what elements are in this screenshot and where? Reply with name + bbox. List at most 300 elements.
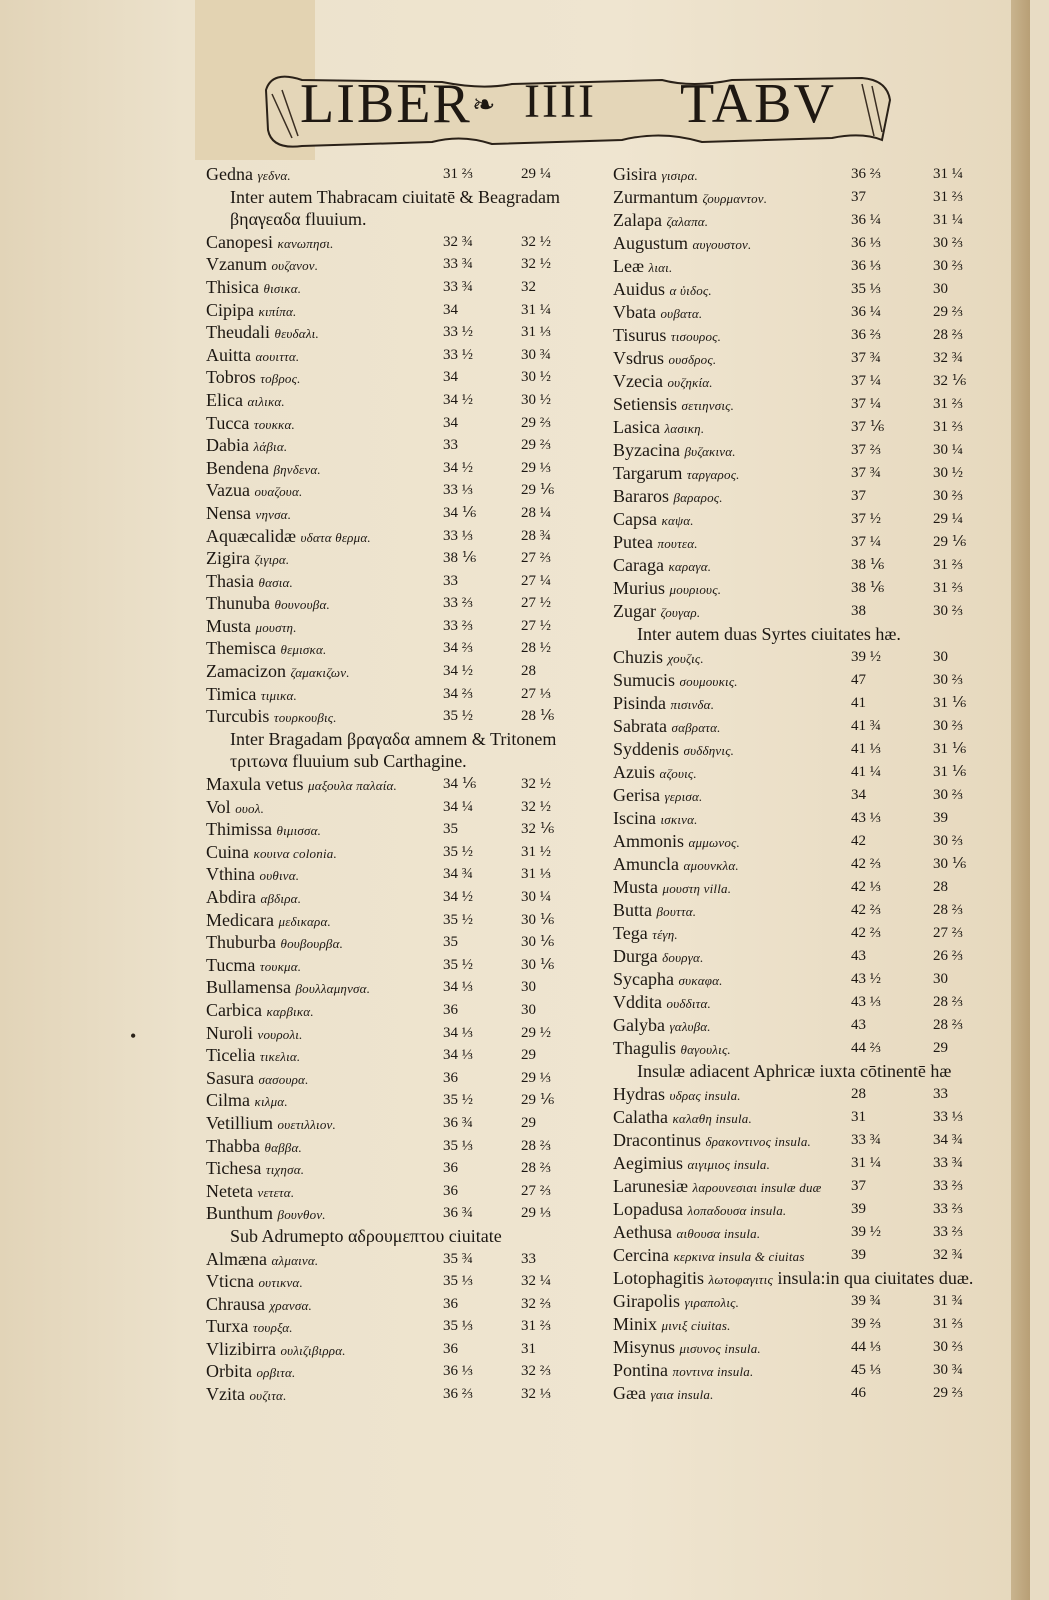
- table-row: [613, 738, 1013, 761]
- place-entry: [206, 253, 318, 278]
- latitude-value: 28 ¼: [521, 504, 551, 521]
- greek-name: καραγα.: [668, 559, 712, 574]
- longitude-value: 36 ⅓: [851, 258, 881, 274]
- longitude-value: 36 ⅔: [851, 166, 881, 182]
- place-entry: [613, 1152, 770, 1176]
- place-entry: [206, 637, 326, 662]
- latitude-value: 27 ⅓: [521, 685, 551, 702]
- place-name: Bunthum: [206, 1203, 274, 1224]
- place-name: Vticna: [206, 1271, 254, 1292]
- greek-name: γερισα.: [664, 789, 703, 804]
- greek-name: ουζηκία.: [667, 375, 713, 390]
- place-entry: [613, 255, 672, 279]
- greek-name: δρακοντινος insula.: [705, 1134, 811, 1149]
- latitude-value: 30: [933, 649, 948, 665]
- place-name: Thabba: [206, 1135, 260, 1156]
- place-name: Timica: [206, 683, 257, 704]
- longitude-value: 36: [443, 1001, 458, 1018]
- table-row: [206, 1089, 606, 1112]
- greek-name: ζουγαρ.: [660, 605, 701, 620]
- table-row: [613, 853, 1013, 876]
- place-name: Nuroli: [206, 1022, 253, 1043]
- latitude-value: 30: [933, 281, 948, 297]
- latitude-value: 29: [521, 1114, 536, 1131]
- table-row: [206, 1044, 606, 1067]
- greek-name: λαρουνεσιαι insulæ duæ: [692, 1180, 822, 1195]
- table-row: [613, 1152, 1013, 1175]
- table-row: [613, 1198, 1013, 1221]
- longitude-value: 32 ¾: [443, 233, 473, 250]
- greek-name: ουβατα.: [660, 306, 703, 321]
- latitude-value: 30 ¼: [933, 442, 963, 458]
- table-row: [613, 301, 1013, 324]
- greek-name: τουκκα.: [253, 416, 295, 432]
- section-heading: Insulæ adiacent Aphricæ iuxta cōtinentē hæ: [637, 1061, 952, 1081]
- latitude-value: 29 ⅔: [933, 1385, 963, 1401]
- latitude-value: 28 ⅔: [933, 902, 963, 918]
- place-name: Pontina: [613, 1360, 669, 1380]
- greek-name: ζουρμαντον.: [702, 191, 768, 206]
- latitude-value: 28 ⅔: [933, 1017, 963, 1033]
- section-heading: Inter autem duas Syrtes ciuitates hæ.: [637, 624, 901, 644]
- table-row: [613, 186, 1013, 209]
- table-row: [206, 773, 606, 796]
- place-entry: [613, 784, 702, 808]
- place-entry: [613, 1175, 822, 1199]
- longitude-value: 34 ½: [443, 391, 473, 408]
- place-name: Theudali: [206, 322, 270, 343]
- latitude-value: 29 ⅓: [521, 1069, 551, 1086]
- greek-name: αλμαινα.: [271, 1252, 319, 1268]
- place-entry: [206, 909, 331, 934]
- place-entry: [206, 976, 370, 1001]
- longitude-value: 37 ¾: [851, 465, 881, 481]
- longitude-value: 35 ½: [443, 708, 473, 725]
- latitude-value: 31: [521, 1340, 536, 1357]
- place-name: Tobros: [206, 367, 256, 388]
- longitude-value: 36: [443, 1182, 458, 1199]
- place-name: Canopesi: [206, 231, 273, 252]
- table-row: [613, 1359, 1013, 1382]
- latitude-value: 29 ¼: [933, 511, 963, 527]
- longitude-value: 35: [443, 821, 458, 838]
- table-row: [613, 830, 1013, 853]
- longitude-value: 41 ⅓: [851, 741, 881, 757]
- table-row: [613, 370, 1013, 393]
- place-entry: [613, 669, 738, 693]
- place-entry: [613, 393, 734, 417]
- table-row: [613, 393, 1013, 416]
- latitude-value: 31 ⅔: [933, 1316, 963, 1332]
- place-name: Sasura: [206, 1067, 254, 1088]
- greek-name: συδδηνις.: [683, 743, 735, 758]
- table-row: [206, 1067, 606, 1090]
- greek-name: βαραρος.: [673, 490, 723, 505]
- table-row: [206, 1248, 606, 1271]
- greek-name: τικελια.: [259, 1049, 301, 1065]
- table-row: [206, 841, 606, 864]
- table-row: [206, 570, 606, 593]
- place-entry: [613, 508, 694, 532]
- greek-name: τουρκουβις.: [273, 710, 337, 726]
- greek-name: βουλλαμηνσα.: [295, 981, 371, 997]
- greek-name: θιμισσα.: [276, 823, 322, 839]
- place-entry: [613, 715, 721, 739]
- table-row: [613, 163, 1013, 186]
- place-name: Amuncla: [613, 854, 679, 874]
- place-name: Vbata: [613, 302, 656, 322]
- table-row: [206, 1022, 606, 1045]
- place-entry: [613, 738, 734, 762]
- table-row: [206, 1157, 606, 1180]
- place-name: Tucca: [206, 412, 250, 433]
- table-row: [206, 999, 606, 1022]
- greek-name: σουμουκις.: [679, 674, 738, 689]
- greek-name: λωτοφαγιτις: [708, 1272, 773, 1287]
- table-row: [206, 1338, 606, 1361]
- place-name: Vazua: [206, 480, 250, 501]
- greek-name: μουστη.: [255, 619, 297, 635]
- place-name: Zigira: [206, 548, 250, 569]
- longitude-value: 36 ¾: [443, 1205, 473, 1222]
- longitude-value: 39 ½: [851, 649, 881, 665]
- banner-word-liber: LIBER: [300, 73, 472, 135]
- greek-name: λασικη.: [664, 421, 705, 436]
- place-entry: [613, 439, 736, 463]
- place-name: Abdira: [206, 887, 256, 907]
- table-row: [613, 1313, 1013, 1336]
- greek-name: μινιξ ciuitas.: [661, 1318, 731, 1333]
- place-name: Galyba: [613, 1015, 665, 1035]
- greek-name: σαβρατα.: [671, 720, 721, 735]
- greek-name: ουσδρος.: [668, 352, 717, 367]
- table-row: [206, 592, 606, 615]
- place-name: Ticelia: [206, 1045, 256, 1066]
- table-row: [613, 761, 1013, 784]
- place-entry: [613, 209, 708, 233]
- latitude-value: 32 ½: [521, 776, 551, 793]
- place-name: Vzita: [206, 1384, 245, 1405]
- latitude-value: 30: [933, 971, 948, 987]
- latitude-value: 32 ¾: [933, 350, 963, 366]
- right-column: [613, 163, 1013, 1405]
- latitude-value: 28 ⅔: [521, 1137, 551, 1154]
- place-name: Girapolis: [613, 1291, 680, 1311]
- ink-mark: •: [130, 1026, 137, 1046]
- greek-name: ουαζουα.: [254, 484, 303, 500]
- longitude-value: 36 ¼: [851, 212, 881, 228]
- latitude-value: 29 ⅓: [521, 1205, 551, 1222]
- longitude-value: 44 ⅔: [851, 1040, 881, 1056]
- longitude-value: 31 ⅔: [443, 166, 473, 182]
- greek-name: αυγουστον.: [692, 237, 752, 252]
- table-row: [206, 1293, 606, 1316]
- latitude-value: 32 ½: [521, 256, 551, 273]
- table-row: [613, 784, 1013, 807]
- greek-name: ουλιζιβιρρα.: [280, 1342, 346, 1358]
- place-name: Cuina: [206, 841, 249, 862]
- place-name: Tega: [613, 923, 648, 943]
- place-name: Hydras: [613, 1084, 665, 1104]
- longitude-value: 43 ⅓: [851, 810, 881, 826]
- place-entry: [206, 412, 295, 437]
- longitude-value: 34: [443, 414, 458, 431]
- place-name: Thagulis: [613, 1038, 676, 1058]
- latitude-value: 31 ¾: [933, 1293, 963, 1309]
- table-row: [613, 1290, 1013, 1313]
- place-name: Tucma: [206, 954, 256, 975]
- greek-name: τισουρος.: [670, 329, 722, 344]
- place-entry: [206, 1089, 288, 1114]
- greek-name: ορβιτα.: [256, 1365, 296, 1381]
- place-entry: [613, 1359, 753, 1383]
- latitude-value: 29: [933, 1040, 948, 1056]
- place-name: Iscina: [613, 808, 656, 828]
- table-row: [206, 886, 606, 909]
- longitude-value: 34 ⅓: [443, 1047, 473, 1064]
- greek-name: θαββα.: [264, 1139, 302, 1155]
- place-name: Byzacina: [613, 440, 680, 460]
- table-row: [206, 457, 606, 480]
- place-name: Aethusa: [613, 1222, 672, 1242]
- latitude-value: 26 ⅔: [933, 948, 963, 964]
- table-row: [613, 439, 1013, 462]
- place-entry: [613, 1014, 711, 1038]
- latitude-value: 31 ⅔: [933, 557, 963, 573]
- greek-name: αμμωνος.: [688, 835, 740, 850]
- greek-name: λιαι.: [648, 260, 673, 275]
- latitude-value: 32 ⅙: [933, 373, 967, 389]
- table-row: [206, 1135, 606, 1158]
- table-row: [613, 945, 1013, 968]
- place-description: insula:in qua ciuitates duæ.: [777, 1268, 974, 1288]
- place-entry: [206, 1135, 302, 1160]
- place-entry: [206, 931, 343, 956]
- longitude-value: 39: [851, 1201, 866, 1217]
- place-name: Lasica: [613, 417, 660, 437]
- longitude-value: 37 ½: [851, 511, 881, 527]
- greek-name: ουετιλλιον.: [277, 1116, 336, 1132]
- place-name: Carbica: [206, 999, 262, 1020]
- place-name: Gedna: [206, 164, 253, 184]
- place-name: Gæa: [613, 1383, 646, 1403]
- longitude-value: 34 ⅙: [443, 776, 477, 793]
- longitude-value: 34 ⅓: [443, 979, 473, 996]
- latitude-value: 32 ¼: [521, 1273, 551, 1290]
- latitude-value: 30 ⅙: [933, 856, 967, 872]
- table-row: [206, 683, 606, 706]
- latitude-value: 28 ⅙: [521, 708, 555, 725]
- table-row: [206, 1270, 606, 1293]
- latitude-value: 31 ⅓: [521, 324, 551, 341]
- place-entry: [206, 525, 371, 550]
- longitude-value: 35 ⅓: [443, 1273, 473, 1290]
- place-name: Auitta: [206, 344, 251, 365]
- longitude-value: 36 ¾: [443, 1114, 473, 1131]
- latitude-value: 32 ⅔: [521, 1363, 551, 1380]
- longitude-value: 39 ¾: [851, 1293, 881, 1309]
- place-entry: [613, 554, 711, 578]
- place-name: Syddenis: [613, 739, 680, 759]
- greek-name: βουνθον.: [277, 1207, 326, 1223]
- longitude-value: 33: [443, 437, 458, 454]
- latitude-value: 33 ¾: [933, 1155, 963, 1171]
- table-row: [206, 1383, 606, 1406]
- latitude-value: 28: [521, 663, 536, 680]
- greek-name: γαια insula.: [650, 1387, 714, 1402]
- latitude-value: 31 ⅙: [933, 741, 967, 757]
- longitude-value: 36: [443, 1069, 458, 1086]
- latitude-value: 28: [933, 879, 948, 895]
- longitude-value: 38: [851, 603, 866, 619]
- latitude-value: 30 ⅔: [933, 258, 963, 274]
- greek-name: χρανσα.: [269, 1297, 312, 1313]
- table-row: [206, 1180, 606, 1203]
- latitude-value: 34 ¾: [933, 1132, 963, 1148]
- longitude-value: 38 ⅙: [851, 580, 885, 596]
- table-row: [206, 434, 606, 457]
- latitude-value: 27 ¼: [521, 572, 551, 589]
- place-entry: [613, 968, 723, 992]
- place-name: Vddita: [613, 992, 662, 1012]
- place-entry: [206, 1202, 326, 1227]
- longitude-value: 37: [851, 189, 866, 205]
- greek-name: α ὐιδος.: [669, 283, 712, 298]
- table-row: [613, 669, 1013, 692]
- place-entry: [206, 570, 293, 595]
- fleuron-icon: ❧: [472, 90, 496, 121]
- greek-name: ουτικνα.: [258, 1275, 303, 1291]
- place-name: Azuis: [613, 762, 655, 782]
- place-name: Vzecia: [613, 371, 663, 391]
- table-row: [613, 554, 1013, 577]
- greek-name: αιθουσα insula.: [676, 1226, 761, 1241]
- place-entry: [206, 366, 301, 391]
- latitude-value: 30 ⅙: [521, 934, 555, 951]
- table-row: [613, 508, 1013, 531]
- place-name: Medicara: [206, 909, 274, 930]
- place-entry: [613, 830, 740, 854]
- place-entry: [206, 592, 330, 617]
- longitude-value: 42 ⅔: [851, 856, 881, 872]
- place-name: Cercina: [613, 1245, 669, 1265]
- table-row: [613, 1106, 1013, 1129]
- greek-name: μεδικαρα.: [278, 913, 331, 929]
- table-row: [613, 347, 1013, 370]
- longitude-value: 37 ⅙: [851, 419, 885, 435]
- place-name: Almæna: [206, 1248, 267, 1269]
- banner-word-tabu: TABV: [680, 73, 836, 135]
- place-entry: [206, 502, 291, 527]
- place-entry: [206, 163, 291, 188]
- place-name: Elica: [206, 389, 243, 410]
- longitude-value: 37 ⅔: [851, 442, 881, 458]
- latitude-value: 31 ¼: [933, 212, 963, 228]
- latitude-value: 30: [521, 979, 536, 996]
- latitude-value: 30 ½: [933, 465, 963, 481]
- greek-name: τιμικα.: [260, 687, 297, 703]
- longitude-value: 43 ½: [851, 971, 881, 987]
- longitude-value: 35 ⅓: [443, 1318, 473, 1335]
- banner-word-number: IIII: [524, 75, 596, 128]
- longitude-value: 41 ¼: [851, 764, 881, 780]
- place-name: Tichesa: [206, 1158, 262, 1179]
- latitude-value: 30 ⅔: [933, 833, 963, 849]
- place-entry: [613, 761, 697, 785]
- place-name: Sycapha: [613, 969, 674, 989]
- place-name: Sumucis: [613, 670, 676, 690]
- greek-name: ουολ.: [235, 800, 265, 816]
- place-name: Maxula vetus: [206, 774, 304, 795]
- latitude-value: 28 ⅔: [933, 327, 963, 343]
- place-name: Caraga: [613, 555, 664, 575]
- latitude-value: 29: [521, 1047, 536, 1064]
- longitude-value: 36: [443, 1295, 458, 1312]
- greek-name: θουνουβα.: [274, 597, 330, 613]
- place-entry: [613, 163, 698, 187]
- place-entry: [206, 434, 287, 459]
- place-entry: [206, 321, 319, 346]
- latitude-value: 30 ⅔: [933, 603, 963, 619]
- place-name: Bararos: [613, 486, 669, 506]
- longitude-value: 28: [851, 1086, 866, 1102]
- place-entry: [613, 945, 704, 969]
- place-entry: [206, 1383, 287, 1408]
- place-name: Neteta: [206, 1180, 253, 1201]
- latitude-value: 30 ⅔: [933, 1339, 963, 1355]
- place-name: Thasia: [206, 570, 254, 591]
- place-name: Thunuba: [206, 593, 270, 614]
- longitude-value: 41: [851, 695, 866, 711]
- table-row: [206, 344, 606, 367]
- table-row: [206, 796, 606, 819]
- place-name: Vlizibirra: [206, 1338, 276, 1359]
- place-entry: [206, 231, 334, 256]
- section-heading: Sub Adrumepto αδρουμεπτου ciuitate: [230, 1225, 502, 1246]
- place-entry: [613, 692, 714, 716]
- table-row: [613, 1244, 1013, 1267]
- place-entry: [613, 1106, 752, 1130]
- place-name: Zurmantum: [613, 187, 698, 207]
- place-name: Putea: [613, 532, 653, 552]
- latitude-value: 32 ¾: [933, 1247, 963, 1263]
- greek-name: γεδνα.: [257, 168, 291, 183]
- longitude-value: 36 ⅔: [443, 1386, 473, 1403]
- place-entry: [613, 1198, 786, 1222]
- table-row: [613, 324, 1013, 347]
- header-banner: [262, 60, 894, 160]
- place-entry: [613, 600, 700, 624]
- table-row: [613, 485, 1013, 508]
- place-name: Ammonis: [613, 831, 685, 851]
- greek-name: συκαφα.: [678, 973, 723, 988]
- greek-name: αμουνκλα.: [683, 858, 739, 873]
- table-row: [206, 818, 606, 841]
- place-entry: [613, 370, 713, 394]
- table-row: [613, 462, 1013, 485]
- latitude-value: 30 ½: [521, 391, 551, 408]
- latitude-value: 33 ⅔: [933, 1224, 963, 1240]
- greek-name: δουργα.: [662, 950, 704, 965]
- table-row: [613, 899, 1013, 922]
- longitude-value: 44 ⅓: [851, 1339, 881, 1355]
- longitude-value: 34 ⅔: [443, 640, 473, 657]
- latitude-value: 30 ¼: [521, 889, 551, 905]
- greek-name: αζουις.: [659, 766, 697, 781]
- place-entry: [613, 1083, 741, 1107]
- place-entry: [613, 1037, 731, 1061]
- table-row: [613, 1037, 1013, 1060]
